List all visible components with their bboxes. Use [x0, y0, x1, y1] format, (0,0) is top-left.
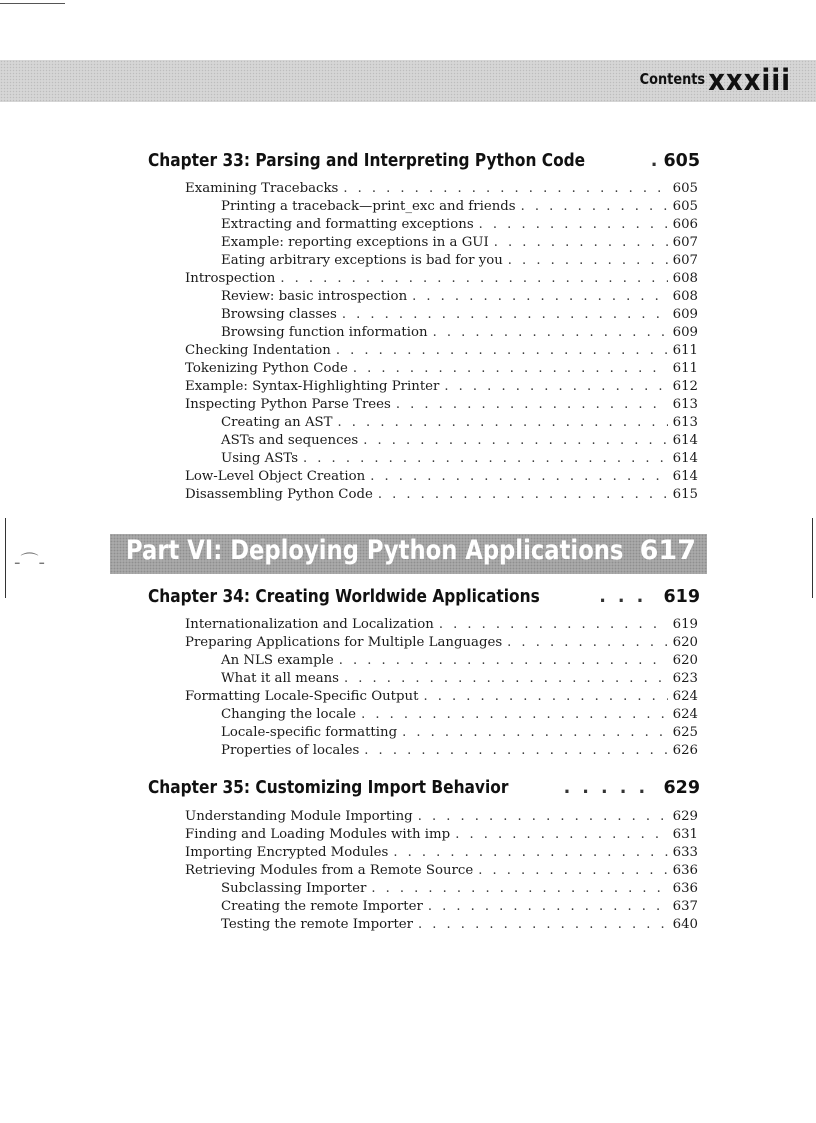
dot-leader: [599, 587, 657, 607]
entry-page: 625: [672, 725, 698, 740]
dot-leader: [303, 451, 668, 466]
dot-leader: [508, 253, 668, 268]
chapter-35-entry[interactable]: [148, 778, 700, 804]
toc-entry[interactable]: [221, 307, 698, 325]
entry-page: 614: [672, 451, 698, 466]
part-page: 617: [639, 535, 696, 566]
toc-entry[interactable]: [221, 289, 698, 307]
toc-entry[interactable]: [185, 379, 698, 397]
dot-leader: [343, 181, 667, 196]
part-title[interactable]: Part VI: Deploying Python Applications: [126, 535, 624, 566]
dot-leader: [418, 809, 668, 824]
entry-title: Testing the remote Importer: [221, 917, 414, 932]
entry-title: ASTs and sequences: [221, 433, 359, 448]
entry-page: 631: [672, 827, 698, 842]
toc-entry[interactable]: [185, 827, 698, 845]
toc-entry[interactable]: [221, 725, 698, 743]
entry-page: 620: [672, 635, 698, 650]
entry-title: Review: basic introspection: [221, 289, 408, 304]
entry-title: Printing a traceback—print_exc and friends: [221, 199, 516, 214]
toc-entry[interactable]: [185, 487, 698, 505]
toc-entry[interactable]: [221, 415, 698, 433]
dot-leader: [433, 325, 668, 340]
dot-leader: [370, 469, 667, 484]
toc-entry[interactable]: [221, 743, 698, 761]
dot-leader: [338, 415, 668, 430]
entry-title: Locale-specific formatting: [221, 725, 398, 740]
toc-entry[interactable]: [185, 617, 698, 635]
chapter-page: 629: [663, 778, 700, 798]
toc-entry[interactable]: [221, 653, 698, 671]
entry-title: Disassembling Python Code: [185, 487, 373, 502]
entry-title: Browsing classes: [221, 307, 337, 322]
toc-entry[interactable]: [221, 451, 698, 469]
dot-leader: [344, 671, 668, 686]
entry-title: What it all means: [221, 671, 340, 686]
entry-page: 606: [672, 217, 698, 232]
entry-title: Browsing function information: [221, 325, 428, 340]
toc-entry[interactable]: [185, 809, 698, 827]
chapter-34-entry[interactable]: [148, 587, 700, 613]
dot-leader: [418, 917, 668, 932]
chapter-page: 619: [663, 587, 700, 607]
dot-leader: [564, 778, 658, 798]
dot-leader: [455, 827, 667, 842]
entry-page: 612: [672, 379, 698, 394]
entry-page: 614: [672, 433, 698, 448]
toc-entry[interactable]: [221, 881, 698, 899]
toc-entry[interactable]: [221, 235, 698, 253]
toc-entry[interactable]: [221, 325, 698, 343]
entry-page: 611: [672, 343, 698, 358]
entry-page: 609: [672, 307, 698, 322]
entry-title: Example: Syntax-Highlighting Printer: [185, 379, 440, 394]
entry-title: Checking Indentation: [185, 343, 331, 358]
toc-entry[interactable]: [221, 917, 698, 935]
entry-title: Inspecting Python Parse Trees: [185, 397, 391, 412]
dot-leader: [402, 725, 668, 740]
entry-page: 619: [672, 617, 698, 632]
toc-entry[interactable]: [185, 469, 698, 487]
left-crop-mark: [5, 518, 6, 598]
entry-page: 637: [672, 899, 698, 914]
toc-entry[interactable]: [221, 253, 698, 271]
corner-rule: [0, 3, 65, 4]
toc-entry[interactable]: [185, 397, 698, 415]
entry-page: 623: [672, 671, 698, 686]
entry-title: Tokenizing Python Code: [185, 361, 348, 376]
entry-title: Example: reporting exceptions in a GUI: [221, 235, 489, 250]
dot-leader: [363, 433, 667, 448]
toc-entry[interactable]: [185, 361, 698, 379]
entry-page: 608: [672, 289, 698, 304]
entry-title: Internationalization and Localization: [185, 617, 434, 632]
dot-leader: [478, 863, 667, 878]
entry-page: 614: [672, 469, 698, 484]
entry-title: Low-Level Object Creation: [185, 469, 366, 484]
chapter-title: Chapter 34: Creating Worldwide Applications: [148, 587, 540, 607]
entry-title: Formatting Locale-Specific Output: [185, 689, 419, 704]
running-header-label: Contents: [639, 70, 705, 88]
toc-entry[interactable]: [185, 271, 698, 289]
toc-entry[interactable]: [221, 899, 698, 917]
dot-leader: [353, 361, 668, 376]
dot-leader: [412, 289, 667, 304]
entry-title: Finding and Loading Modules with imp: [185, 827, 451, 842]
entry-title: Examining Tracebacks: [185, 181, 339, 196]
entry-page: 636: [672, 863, 698, 878]
toc-entry[interactable]: [185, 689, 698, 707]
toc-entry[interactable]: [185, 181, 698, 199]
chapter-title: Chapter 33: Parsing and Interpreting Python Code: [148, 151, 586, 171]
entry-page: 640: [672, 917, 698, 932]
entry-title: Retrieving Modules from a Remote Source: [185, 863, 474, 878]
entry-page: 607: [672, 253, 698, 268]
dot-leader: [479, 217, 668, 232]
dot-leader: [494, 235, 668, 250]
registration-mark-icon: -⌒-: [14, 552, 45, 573]
entry-page: 613: [672, 415, 698, 430]
entry-page: 636: [672, 881, 698, 896]
entry-title: Properties of locales: [221, 743, 360, 758]
entry-page: 629: [672, 809, 698, 824]
dot-leader: [342, 307, 668, 322]
dot-leader: [361, 707, 668, 722]
dot-leader: [423, 689, 667, 704]
chapter-page: 605: [663, 151, 700, 171]
dot-leader: [371, 881, 667, 896]
entry-page: 624: [672, 689, 698, 704]
entry-title: An NLS example: [221, 653, 334, 668]
toc-entry[interactable]: [185, 863, 698, 881]
entry-title: Understanding Module Importing: [185, 809, 413, 824]
entry-page: 609: [672, 325, 698, 340]
toc-entry[interactable]: [221, 217, 698, 235]
toc-entry[interactable]: [185, 845, 698, 863]
chapter-title: Chapter 35: Customizing Import Behavior: [148, 778, 509, 798]
toc-entry[interactable]: [221, 671, 698, 689]
entry-page: 624: [672, 707, 698, 722]
dot-leader: [280, 271, 667, 286]
entry-title: Creating the remote Importer: [221, 899, 423, 914]
dot-leader: [339, 653, 668, 668]
entry-page: 633: [672, 845, 698, 860]
entry-page: 605: [672, 199, 698, 214]
entry-title: Eating arbitrary exceptions is bad for you: [221, 253, 503, 268]
entry-page: 607: [672, 235, 698, 250]
toc-entry[interactable]: [221, 433, 698, 451]
dot-leader: [378, 487, 668, 502]
dot-leader: [393, 845, 667, 860]
entry-title: Introspection: [185, 271, 276, 286]
entry-page: 620: [672, 653, 698, 668]
dot-leader: [364, 743, 667, 758]
entry-page: 608: [672, 271, 698, 286]
dot-leader: [651, 151, 658, 171]
entry-page: 626: [672, 743, 698, 758]
toc-entry[interactable]: [221, 707, 698, 725]
right-crop-mark: [812, 518, 813, 598]
entry-title: Preparing Applications for Multiple Languages: [185, 635, 503, 650]
dot-leader: [396, 397, 668, 412]
entry-title: Extracting and formatting exceptions: [221, 217, 474, 232]
entry-page: 615: [672, 487, 698, 502]
dot-leader: [439, 617, 668, 632]
dot-leader: [428, 899, 668, 914]
entry-page: 613: [672, 397, 698, 412]
dot-leader: [336, 343, 668, 358]
entry-title: Using ASTs: [221, 451, 299, 466]
entry-page: 611: [672, 361, 698, 376]
entry-title: Changing the locale: [221, 707, 357, 722]
running-header-page-number: xxxiii: [708, 63, 791, 97]
entry-title: Subclassing Importer: [221, 881, 367, 896]
dot-leader: [521, 199, 668, 214]
toc-entry[interactable]: [185, 635, 698, 653]
entry-title: Importing Encrypted Modules: [185, 845, 389, 860]
dot-leader: [507, 635, 667, 650]
entry-page: 605: [672, 181, 698, 196]
dot-leader: [444, 379, 667, 394]
entry-title: Creating an AST: [221, 415, 333, 430]
toc-entry[interactable]: [221, 199, 698, 217]
toc-entry[interactable]: [185, 343, 698, 361]
chapter-33-entry[interactable]: [148, 151, 700, 177]
